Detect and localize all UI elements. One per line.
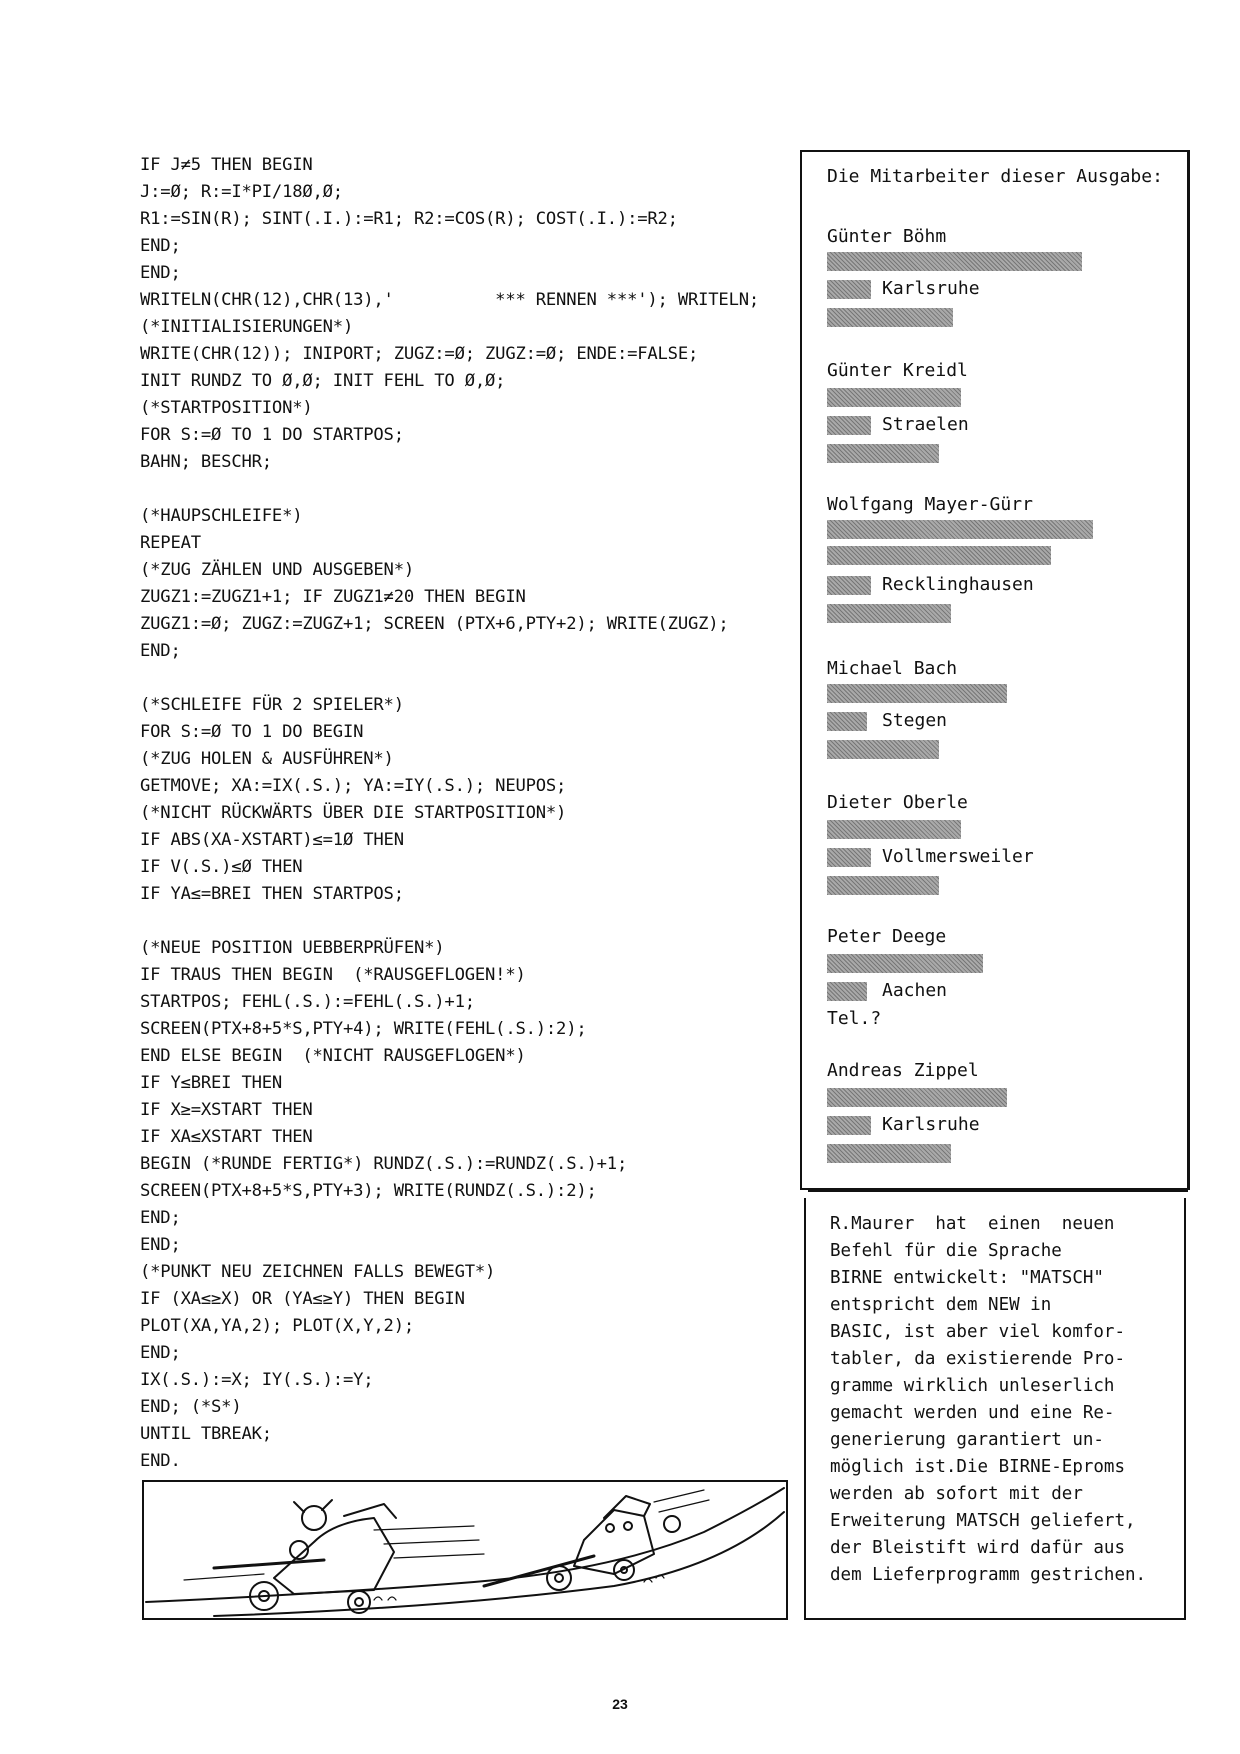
code-line: BAHN; BESCHR; (140, 452, 272, 472)
contributor-city: Stegen (882, 710, 948, 731)
code-line: IF X≥=XSTART THEN (140, 1100, 313, 1120)
contributor-city: Recklinghausen (882, 574, 1034, 595)
redacted-postcode (827, 416, 871, 435)
contributor-name: Michael Bach (827, 658, 958, 679)
redacted-address (827, 252, 1082, 271)
redacted-address (827, 546, 1051, 565)
code-line: WRITELN(CHR(12),CHR(13),' *** RENNEN ***'); WRITELN; (140, 290, 760, 310)
notice-line: dem Lieferprogramm gestrichen. (830, 1565, 1147, 1585)
redacted-address (827, 520, 1093, 539)
notice-line: gemacht werden und eine Re- (830, 1403, 1115, 1423)
racing-cartoon-illustration (142, 1480, 788, 1620)
redacted-address (827, 388, 961, 407)
code-line: FOR S:=Ø TO 1 DO STARTPOS; (140, 425, 404, 445)
program-listing (140, 152, 780, 1475)
contributor-city: Straelen (882, 414, 969, 435)
code-line: (*INITIALISIERUNGEN*) (140, 317, 354, 337)
code-line: END; (140, 1208, 181, 1228)
notice-line: Erweiterung MATSCH geliefert, (830, 1511, 1136, 1531)
code-line: UNTIL TBREAK; (140, 1424, 272, 1444)
code-line: INIT RUNDZ TO Ø,Ø; INIT FEHL TO Ø,Ø; (140, 371, 506, 391)
notice-line: BIRNE entwickelt: "MATSCH" (830, 1268, 1104, 1288)
code-line: STARTPOS; FEHL(.S.):=FEHL(.S.)+1; (140, 992, 475, 1012)
redacted-phone (827, 1144, 951, 1163)
code-line: IF TRAUS THEN BEGIN (*RAUSGEFLOGEN!*) (140, 965, 526, 985)
code-line: ZUGZ1:=ZUGZ1+1; IF ZUGZ1≠20 THEN BEGIN (140, 587, 526, 607)
code-line: GETMOVE; XA:=IX(.S.); YA:=IY(.S.); NEUPOS; (140, 776, 567, 796)
contributor-name: Wolfgang Mayer-Gürr (827, 494, 1033, 515)
code-line (140, 665, 780, 692)
contributor-name: Günter Böhm (827, 226, 947, 247)
code-line: IX(.S.):=X; IY(.S.):=Y; (140, 1370, 374, 1390)
notice-line: möglich ist.Die BIRNE-Eproms (830, 1457, 1126, 1477)
redacted-address (827, 820, 961, 839)
redacted-postcode (827, 848, 871, 867)
code-line: PLOT(XA,YA,2); PLOT(X,Y,2); (140, 1316, 414, 1336)
redacted-postcode (827, 982, 867, 1001)
code-line: (*SCHLEIFE FÜR 2 SPIELER*) (140, 695, 404, 715)
code-line: WRITE(CHR(12)); INIPORT; ZUGZ:=Ø; ZUGZ:=Ø; ENDE:=FALSE; (140, 344, 699, 364)
code-line (140, 908, 780, 935)
code-line: END. (140, 1451, 181, 1471)
contributor-name: Dieter Oberle (827, 792, 968, 813)
code-line: IF XA≤XSTART THEN (140, 1127, 313, 1147)
code-line: SCREEN(PTX+8+5*S,PTY+3); WRITE(RUNDZ(.S.):2); (140, 1181, 597, 1201)
redacted-address (827, 684, 1007, 703)
code-line: IF J≠5 THEN BEGIN (140, 155, 313, 175)
code-line (140, 476, 780, 503)
code-line: SCREEN(PTX+8+5*S,PTY+4); WRITE(FEHL(.S.):2); (140, 1019, 587, 1039)
code-line: END; (140, 236, 181, 256)
code-line: IF (XA≤≥X) OR (YA≤≥Y) THEN BEGIN (140, 1289, 465, 1309)
notice-line: der Bleistift wird dafür aus (830, 1538, 1126, 1558)
redacted-postcode (827, 280, 871, 299)
code-line: (*PUNKT NEU ZEICHNEN FALLS BEWEGT*) (140, 1262, 496, 1282)
contributor-name: Peter Deege (827, 926, 947, 947)
code-line: R1:=SIN(R); SINT(.I.):=R1; R2:=COS(R); COST(.I.):=R2; (140, 209, 678, 229)
code-line: END; (140, 263, 181, 283)
code-line: J:=Ø; R:=I*PI/18Ø,Ø; (140, 182, 343, 202)
code-line: (*STARTPOSITION*) (140, 398, 313, 418)
code-line: (*ZUG ZÄHLEN UND AUSGEBEN*) (140, 560, 414, 580)
notice-line: BASIC, ist aber viel komfor- (830, 1322, 1126, 1342)
code-line: BEGIN (*RUNDE FERTIG*) RUNDZ(.S.):=RUNDZ(.S.)+1; (140, 1154, 628, 1174)
contributor-name: Günter Kreidl (827, 360, 968, 381)
redacted-phone (827, 876, 939, 895)
code-line: IF V(.S.)≤Ø THEN (140, 857, 303, 877)
redacted-postcode (827, 712, 867, 731)
code-line: IF YA≤=BREI THEN STARTPOS; (140, 884, 404, 904)
code-line: REPEAT (140, 533, 201, 553)
notice-line: generierung garantiert un- (830, 1430, 1104, 1450)
notice-line: gramme wirklich unleserlich (830, 1376, 1115, 1396)
code-line: (*ZUG HOLEN & AUSFÜHREN*) (140, 749, 394, 769)
code-line: (*NEUE POSITION UEBBERPRÜFEN*) (140, 938, 445, 958)
contributor-name: Andreas Zippel (827, 1060, 979, 1081)
contributors-heading: Die Mitarbeiter dieser Ausgabe: (827, 166, 1163, 187)
contributor-city: Aachen (882, 980, 948, 1001)
redacted-postcode (827, 1116, 871, 1135)
code-line: IF ABS(XA-XSTART)≤=1Ø THEN (140, 830, 404, 850)
notice-line: entspricht dem NEW in (830, 1295, 1052, 1315)
code-line: END; (140, 1343, 181, 1363)
page-number: 23 (612, 1696, 628, 1712)
contributor-city: Karlsruhe (882, 278, 980, 299)
notice-line: R.Maurer hat einen neuen (830, 1214, 1115, 1234)
redacted-phone (827, 444, 939, 463)
code-line: (*HAUPSCHLEIFE*) (140, 506, 303, 526)
contributor-city: Karlsruhe (882, 1114, 980, 1135)
code-line: ZUGZ1:=Ø; ZUGZ:=ZUGZ+1; SCREEN (PTX+6,PTY+2); WRITE(ZUGZ); (140, 614, 729, 634)
redacted-phone (827, 308, 953, 327)
notice-line: Befehl für die Sprache (830, 1241, 1062, 1261)
code-line: END; (140, 641, 181, 661)
notice-line: tabler, da existierende Pro- (830, 1349, 1126, 1369)
redacted-phone (827, 604, 951, 623)
matsch-notice-box (804, 1198, 1186, 1620)
contributors-box (800, 150, 1190, 1190)
redacted-phone (827, 740, 939, 759)
notice-divider (808, 1190, 1188, 1192)
notice-line: werden ab sofort mit der (830, 1484, 1083, 1504)
code-line: FOR S:=Ø TO 1 DO BEGIN (140, 722, 364, 742)
code-line: END; (140, 1235, 181, 1255)
code-line: END; (*S*) (140, 1397, 242, 1417)
contributor-phone: Tel.? (827, 1008, 882, 1029)
redacted-address (827, 1088, 1007, 1107)
racing-cartoon-drawing (144, 1482, 786, 1618)
redacted-address (827, 954, 983, 973)
code-line: IF Y≤BREI THEN (140, 1073, 283, 1093)
contributor-city: Vollmersweiler (882, 846, 1034, 867)
code-line: (*NICHT RÜCKWÄRTS ÜBER DIE STARTPOSITION*) (140, 803, 567, 823)
code-line: END ELSE BEGIN (*NICHT RAUSGEFLOGEN*) (140, 1046, 526, 1066)
redacted-postcode (827, 576, 871, 595)
